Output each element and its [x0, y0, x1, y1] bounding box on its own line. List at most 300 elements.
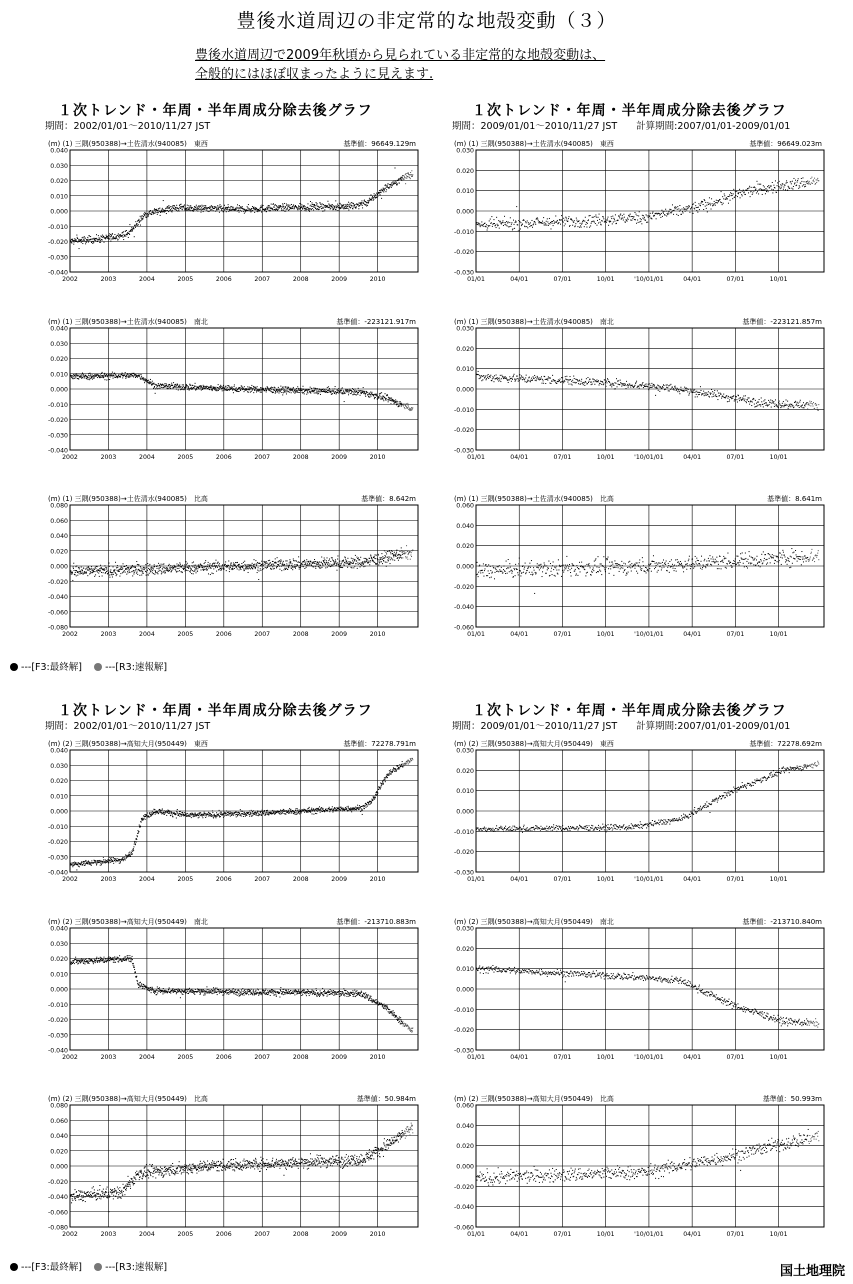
x-tick-label: 2002 — [62, 276, 78, 283]
data-point — [341, 390, 342, 391]
data-point — [319, 391, 320, 392]
data-point — [129, 377, 130, 378]
data-point — [783, 401, 784, 402]
data-point — [754, 187, 755, 188]
data-point — [126, 568, 127, 569]
data-point — [584, 385, 585, 386]
data-point — [408, 173, 409, 174]
data-point — [810, 405, 811, 406]
data-point — [230, 566, 231, 567]
data-point — [203, 569, 204, 570]
data-point — [127, 567, 128, 568]
data-point — [237, 391, 238, 392]
data-point — [591, 382, 592, 383]
data-point — [359, 563, 360, 564]
data-point — [89, 236, 90, 237]
data-point — [489, 225, 490, 226]
data-point — [407, 407, 408, 408]
data-point — [594, 216, 595, 217]
data-point — [694, 392, 695, 393]
data-point — [73, 567, 74, 568]
data-point — [314, 204, 315, 205]
data-point — [100, 570, 101, 571]
data-point — [683, 212, 684, 213]
data-point — [279, 569, 280, 570]
data-point — [483, 563, 484, 564]
data-point — [564, 220, 565, 221]
data-point — [490, 375, 491, 376]
data-point — [338, 388, 339, 389]
data-point — [411, 176, 412, 177]
data-point — [316, 204, 317, 205]
data-point — [556, 566, 557, 567]
data-point — [369, 392, 370, 393]
data-point — [628, 219, 629, 220]
data-point — [593, 217, 594, 218]
data-point — [302, 208, 303, 209]
data-point — [313, 390, 314, 391]
data-point — [534, 378, 535, 379]
data-point — [356, 390, 357, 391]
data-point — [221, 389, 222, 390]
data-point — [246, 566, 247, 567]
data-point — [370, 556, 371, 557]
data-point — [411, 552, 412, 553]
data-point — [123, 239, 124, 240]
data-point — [123, 234, 124, 235]
y-tick-label: 0.010 — [50, 193, 68, 201]
data-point — [505, 571, 506, 572]
data-point — [727, 198, 728, 199]
data-point — [476, 227, 477, 228]
data-point — [555, 567, 556, 568]
data-point — [186, 208, 187, 209]
data-point — [136, 561, 137, 562]
data-point — [647, 215, 648, 216]
data-point — [717, 390, 718, 391]
data-point — [404, 553, 405, 554]
data-point — [535, 224, 536, 225]
data-point — [681, 214, 682, 215]
data-point — [677, 209, 678, 210]
data-point — [268, 207, 269, 208]
data-point — [538, 565, 539, 566]
data-point — [605, 382, 606, 383]
data-point — [243, 568, 244, 569]
data-point — [209, 565, 210, 566]
data-point — [559, 565, 560, 566]
data-point — [252, 389, 253, 390]
data-point — [97, 571, 98, 572]
data-point — [576, 218, 577, 219]
y-tick-label: 0.040 — [50, 147, 68, 155]
data-point — [298, 389, 299, 390]
data-point — [676, 390, 677, 391]
data-point — [292, 389, 293, 390]
data-point — [283, 205, 284, 206]
data-point — [182, 384, 183, 385]
data-point — [345, 389, 346, 390]
data-point — [685, 211, 686, 212]
data-point — [231, 206, 232, 207]
data-point — [158, 568, 159, 569]
data-point — [651, 383, 652, 384]
data-point — [816, 182, 817, 183]
data-point — [646, 214, 647, 215]
data-point — [261, 392, 262, 393]
data-point — [637, 220, 638, 221]
data-point — [545, 225, 546, 226]
data-point — [218, 565, 219, 566]
data-point — [518, 381, 519, 382]
data-point — [286, 568, 287, 569]
data-point — [400, 179, 401, 180]
rapid-solution-dot-icon — [94, 1263, 102, 1271]
data-point — [248, 208, 249, 209]
data-point — [537, 376, 538, 377]
data-point — [787, 401, 788, 402]
data-point — [390, 398, 391, 399]
data-point — [167, 569, 168, 570]
data-point — [507, 567, 508, 568]
data-point — [751, 191, 752, 192]
data-point — [323, 204, 324, 205]
data-point — [236, 207, 237, 208]
data-point — [750, 401, 751, 402]
data-point — [756, 406, 757, 407]
data-point — [634, 386, 635, 387]
data-point — [390, 563, 391, 564]
data-point — [484, 223, 485, 224]
data-point — [653, 384, 654, 385]
data-point — [610, 385, 611, 386]
data-point — [476, 224, 477, 225]
data-point — [711, 198, 712, 199]
data-point — [167, 206, 168, 207]
data-point — [164, 570, 165, 571]
data-point — [725, 397, 726, 398]
data-point — [530, 574, 531, 575]
data-point — [363, 563, 364, 564]
data-point — [492, 378, 493, 379]
data-point — [337, 206, 338, 207]
data-point — [563, 222, 564, 223]
data-point — [129, 375, 130, 376]
data-point — [266, 211, 267, 212]
data-point — [325, 567, 326, 568]
data-point — [360, 395, 361, 396]
data-point — [96, 570, 97, 571]
data-point — [230, 387, 231, 388]
data-point — [581, 224, 582, 225]
data-point — [651, 387, 652, 388]
data-point — [208, 568, 209, 569]
data-point — [169, 208, 170, 209]
data-point — [181, 571, 182, 572]
data-point — [411, 410, 412, 411]
data-point — [173, 568, 174, 569]
data-point — [252, 210, 253, 211]
data-point — [150, 383, 151, 384]
data-point — [154, 386, 155, 387]
data-point — [282, 207, 283, 208]
data-point — [257, 389, 258, 390]
data-point — [779, 401, 780, 402]
data-point — [677, 206, 678, 207]
data-point — [814, 181, 815, 182]
y-tick-label: -0.010 — [48, 401, 68, 409]
data-point — [198, 206, 199, 207]
data-point — [332, 204, 333, 205]
data-point — [683, 207, 684, 208]
data-point — [348, 202, 349, 203]
data-point — [361, 203, 362, 204]
data-point — [548, 568, 549, 569]
data-point — [169, 564, 170, 565]
data-point — [144, 382, 145, 383]
data-point — [507, 573, 508, 574]
data-point — [162, 211, 163, 212]
data-point — [731, 195, 732, 196]
data-point — [217, 390, 218, 391]
data-point — [806, 404, 807, 405]
data-point — [740, 197, 741, 198]
data-point — [496, 227, 497, 228]
data-point — [72, 580, 73, 581]
data-point — [777, 182, 778, 183]
data-point — [163, 571, 164, 572]
data-point — [353, 392, 354, 393]
data-point — [147, 215, 148, 216]
data-point — [728, 203, 729, 204]
data-point — [258, 579, 259, 580]
data-point — [344, 565, 345, 566]
data-point — [92, 243, 93, 244]
data-point — [714, 392, 715, 393]
data-point — [358, 392, 359, 393]
data-point — [606, 220, 607, 221]
data-point — [275, 558, 276, 559]
data-point — [319, 567, 320, 568]
data-point — [523, 572, 524, 573]
data-point — [543, 223, 544, 224]
data-point — [82, 237, 83, 238]
data-point — [307, 389, 308, 390]
legend-group1 — [10, 659, 167, 673]
data-point — [131, 374, 132, 375]
data-point — [669, 385, 670, 386]
data-point — [353, 563, 354, 564]
data-point — [252, 563, 253, 564]
data-point — [727, 196, 728, 197]
data-point — [189, 209, 190, 210]
data-point — [242, 389, 243, 390]
data-point — [74, 574, 75, 575]
data-point — [76, 570, 77, 571]
data-point — [734, 400, 735, 401]
data-point — [234, 564, 235, 565]
data-point — [323, 208, 324, 209]
data-point — [87, 575, 88, 576]
data-point — [137, 223, 138, 224]
data-point — [782, 405, 783, 406]
data-point — [163, 567, 164, 568]
data-point — [250, 392, 251, 393]
data-point — [160, 570, 161, 571]
data-point — [595, 223, 596, 224]
data-point — [182, 388, 183, 389]
data-point — [486, 575, 487, 576]
data-point — [324, 209, 325, 210]
data-point — [245, 211, 246, 212]
data-point — [380, 396, 381, 397]
x-tick-label: 2005 — [177, 276, 194, 283]
data-point — [113, 236, 114, 237]
y-tick-label: -0.020 — [48, 578, 68, 586]
data-point — [204, 207, 205, 208]
data-point — [138, 219, 139, 220]
data-point — [550, 563, 551, 564]
data-point — [808, 183, 809, 184]
data-point — [105, 237, 106, 238]
data-point — [555, 380, 556, 381]
data-point — [662, 216, 663, 217]
data-point — [698, 203, 699, 204]
data-point — [157, 388, 158, 389]
data-point — [574, 378, 575, 379]
data-point — [700, 390, 701, 391]
data-point — [376, 193, 377, 194]
data-point — [290, 562, 291, 563]
data-point — [398, 179, 399, 180]
data-point — [401, 557, 402, 558]
data-point — [589, 215, 590, 216]
data-point — [200, 385, 201, 386]
data-point — [402, 557, 403, 558]
data-point — [119, 576, 120, 577]
data-point — [382, 397, 383, 398]
data-point — [106, 374, 107, 375]
data-point — [493, 377, 494, 378]
data-point — [203, 386, 204, 387]
data-point — [712, 391, 713, 392]
data-point — [598, 380, 599, 381]
data-point — [584, 226, 585, 227]
x-tick-label: 2005 — [177, 454, 194, 461]
data-point — [159, 565, 160, 566]
data-point — [338, 390, 339, 391]
data-point — [256, 565, 257, 566]
data-point — [220, 208, 221, 209]
data-point — [661, 213, 662, 214]
data-point — [166, 208, 167, 209]
data-point — [713, 205, 714, 206]
data-point — [505, 222, 506, 223]
data-point — [323, 560, 324, 561]
data-point — [537, 563, 538, 564]
data-point — [285, 391, 286, 392]
data-point — [74, 242, 75, 243]
data-point — [94, 378, 95, 379]
data-point — [283, 569, 284, 570]
data-point — [222, 208, 223, 209]
data-point — [620, 380, 621, 381]
data-point — [342, 387, 343, 388]
data-point — [800, 183, 801, 184]
data-point — [487, 375, 488, 376]
data-point — [353, 562, 354, 563]
data-point — [376, 555, 377, 556]
x-tick-label: 10/01 — [769, 276, 788, 283]
data-point — [253, 388, 254, 389]
data-point — [577, 221, 578, 222]
data-point — [191, 207, 192, 208]
data-point — [230, 567, 231, 568]
data-point — [408, 172, 409, 173]
data-point — [542, 571, 543, 572]
data-point — [318, 564, 319, 565]
data-point — [99, 570, 100, 571]
data-point — [289, 205, 290, 206]
data-point — [713, 394, 714, 395]
data-point — [381, 557, 382, 558]
data-point — [533, 574, 534, 575]
data-point — [250, 565, 251, 566]
data-point — [711, 209, 712, 210]
data-point — [542, 379, 543, 380]
x-tick-label: 07/01 — [553, 631, 572, 638]
data-point — [700, 205, 701, 206]
data-point — [304, 564, 305, 565]
data-point — [143, 573, 144, 574]
data-point — [811, 177, 812, 178]
data-point — [652, 387, 653, 388]
data-point — [671, 211, 672, 212]
data-point — [179, 565, 180, 566]
data-point — [526, 382, 527, 383]
data-point — [282, 203, 283, 204]
data-point — [233, 389, 234, 390]
data-point — [399, 554, 400, 555]
data-point — [359, 205, 360, 206]
data-point — [361, 200, 362, 201]
data-point — [523, 565, 524, 566]
data-point — [479, 223, 480, 224]
data-point — [287, 388, 288, 389]
data-point — [798, 405, 799, 406]
data-point — [343, 393, 344, 394]
data-point — [581, 379, 582, 380]
data-point — [375, 554, 376, 555]
data-point — [761, 189, 762, 190]
data-point — [90, 378, 91, 379]
data-point — [142, 215, 143, 216]
data-point — [120, 377, 121, 378]
data-point — [387, 187, 388, 188]
data-point — [320, 391, 321, 392]
data-point — [486, 226, 487, 227]
data-point — [77, 378, 78, 379]
data-point — [285, 207, 286, 208]
data-point — [112, 576, 113, 577]
data-point — [280, 386, 281, 387]
data-point — [506, 378, 507, 379]
data-point — [383, 558, 384, 559]
data-point — [124, 570, 125, 571]
data-point — [212, 206, 213, 207]
chart-svg — [40, 138, 428, 290]
data-point — [512, 571, 513, 572]
